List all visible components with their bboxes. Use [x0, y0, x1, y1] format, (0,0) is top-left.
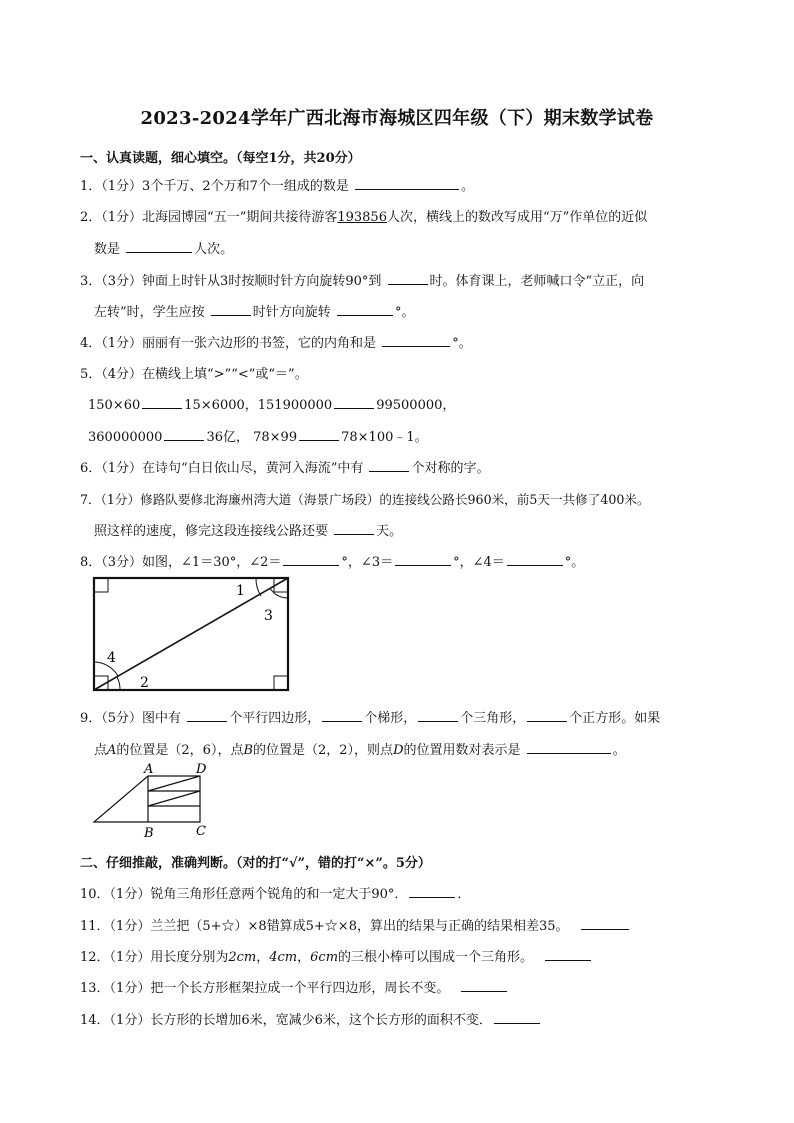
answer-blank[interactable]	[494, 1010, 540, 1024]
angle-label-3: 3	[264, 608, 273, 624]
question-2-line-2: 数是 人次。	[94, 238, 233, 257]
answer-blank[interactable]	[322, 708, 362, 722]
question-12: 12．（1分）用长度分别为2cm，4cm，6cm的三根小棒可以围成一个三角形。	[80, 946, 593, 965]
question-8: 8．（3分）如图，∠1＝30°，∠2＝ °，∠3＝ °，∠4＝ °。	[80, 551, 584, 570]
question-2: 2．（1分）北海园博园“五一”期间共接待游客193856人次，横线上的数改写成用“万”作单位的近似	[80, 210, 648, 225]
answer-blank[interactable]	[334, 395, 374, 409]
question-6: 6．（1分）在诗句“白日依山尽，黄河入海流”中有 个对称的字。	[80, 457, 490, 476]
section-1-heading: 一、认真读题，细心填空。（每空1分，共20分）	[80, 151, 361, 166]
question-1: 1．（1分）3个千万、2个万和7个一组成的数是 。	[80, 175, 474, 194]
answer-blank[interactable]	[388, 271, 428, 285]
answer-blank[interactable]	[299, 427, 339, 441]
angle-3-arc	[270, 588, 288, 598]
answer-blank[interactable]	[409, 884, 455, 898]
question-9: 9．（5分）图中有 个平行四边形， 个梯形， 个三角形， 个正方形。如果	[80, 707, 660, 726]
answer-blank[interactable]	[507, 552, 563, 566]
answer-blank[interactable]	[581, 916, 629, 930]
section-2-heading: 二、仔细推敲，准确判断。（对的打“√”，错的打“×”。5分）	[80, 856, 431, 871]
answer-blank[interactable]	[142, 395, 182, 409]
answer-blank[interactable]	[283, 552, 339, 566]
right-angle-mark	[274, 676, 288, 690]
question-9-line-2: 点A的位置是（2，6），点B的位置是（2，2），则点D的位置用数对表示是 。	[94, 739, 626, 758]
angle-label-2: 2	[140, 675, 149, 691]
diagonal-line	[94, 578, 288, 690]
answer-blank[interactable]	[395, 552, 451, 566]
page-title: 2023-2024学年广西北海市海城区四年级（下）期末数学试卷	[140, 108, 654, 129]
question-3-line-2: 左转”时，学生应按 时针方向旋转 °。	[94, 301, 414, 320]
answer-blank[interactable]	[211, 302, 251, 316]
answer-blank[interactable]	[337, 302, 393, 316]
point-label-b: B	[144, 826, 154, 841]
angle-label-1: 1	[236, 583, 245, 599]
angle-label-4: 4	[107, 650, 116, 666]
rectangle-diagonal-figure	[92, 574, 292, 694]
answer-blank[interactable]	[369, 458, 409, 472]
answer-blank[interactable]	[334, 521, 374, 535]
question-4: 4．（1分）丽丽有一张六边形的书签，它的内角和是 °。	[80, 332, 472, 351]
question-7: 7．（1分）修路队要修北海廉州湾大道（海景广场段）的连接线公路长960米，前5天一共修了400米。	[80, 492, 650, 507]
question-5-row-2: 360000000 36亿， 78×99 78×100﹣1。	[88, 426, 428, 445]
answer-blank[interactable]	[126, 239, 192, 253]
answer-blank[interactable]	[382, 333, 450, 347]
right-angle-mark	[94, 578, 108, 592]
answer-blank[interactable]	[418, 708, 458, 722]
question-14: 14．（1分）长方形的长增加6米，宽减少6米，这个长方形的面积不变．	[80, 1009, 542, 1028]
question-7-line-2: 照这样的速度，修完这段连接线公路还要 天。	[94, 520, 402, 539]
question-13: 13．（1分）把一个长方形框架拉成一个平行四边形，周长不变。	[80, 977, 509, 996]
angle-2-arc	[117, 677, 120, 690]
answer-blank[interactable]	[187, 708, 227, 722]
point-label-c: C	[196, 824, 206, 839]
question-11: 11．（1分）兰兰把（5+☆）×8错算成5+☆×8，算出的结果与正确的结果相差35。	[80, 915, 631, 934]
point-label-d: D	[196, 762, 207, 777]
answer-blank[interactable]	[527, 740, 611, 754]
answer-blank[interactable]	[545, 947, 591, 961]
question-10: 10．（1分）锐角三角形任意两个锐角的和一定大于90°． ．	[80, 883, 470, 902]
answer-blank[interactable]	[355, 176, 459, 190]
answer-blank[interactable]	[461, 978, 507, 992]
point-label-a: A	[144, 762, 154, 777]
question-3: 3．（3分）钟面上时针从3时按顺时针方向旋转90°到 时。体育课上，老师喊口令“立正，向	[80, 270, 644, 289]
parallelogram-figure	[92, 760, 222, 842]
outer-shape	[94, 776, 200, 822]
question-5: 5．（4分）在横线上填“>”“<”或“＝”。	[80, 367, 308, 382]
question-5-row-1: 150×60 15×6000，151900000 99500000，	[88, 394, 455, 413]
answer-blank[interactable]	[527, 708, 567, 722]
answer-blank[interactable]	[164, 427, 204, 441]
